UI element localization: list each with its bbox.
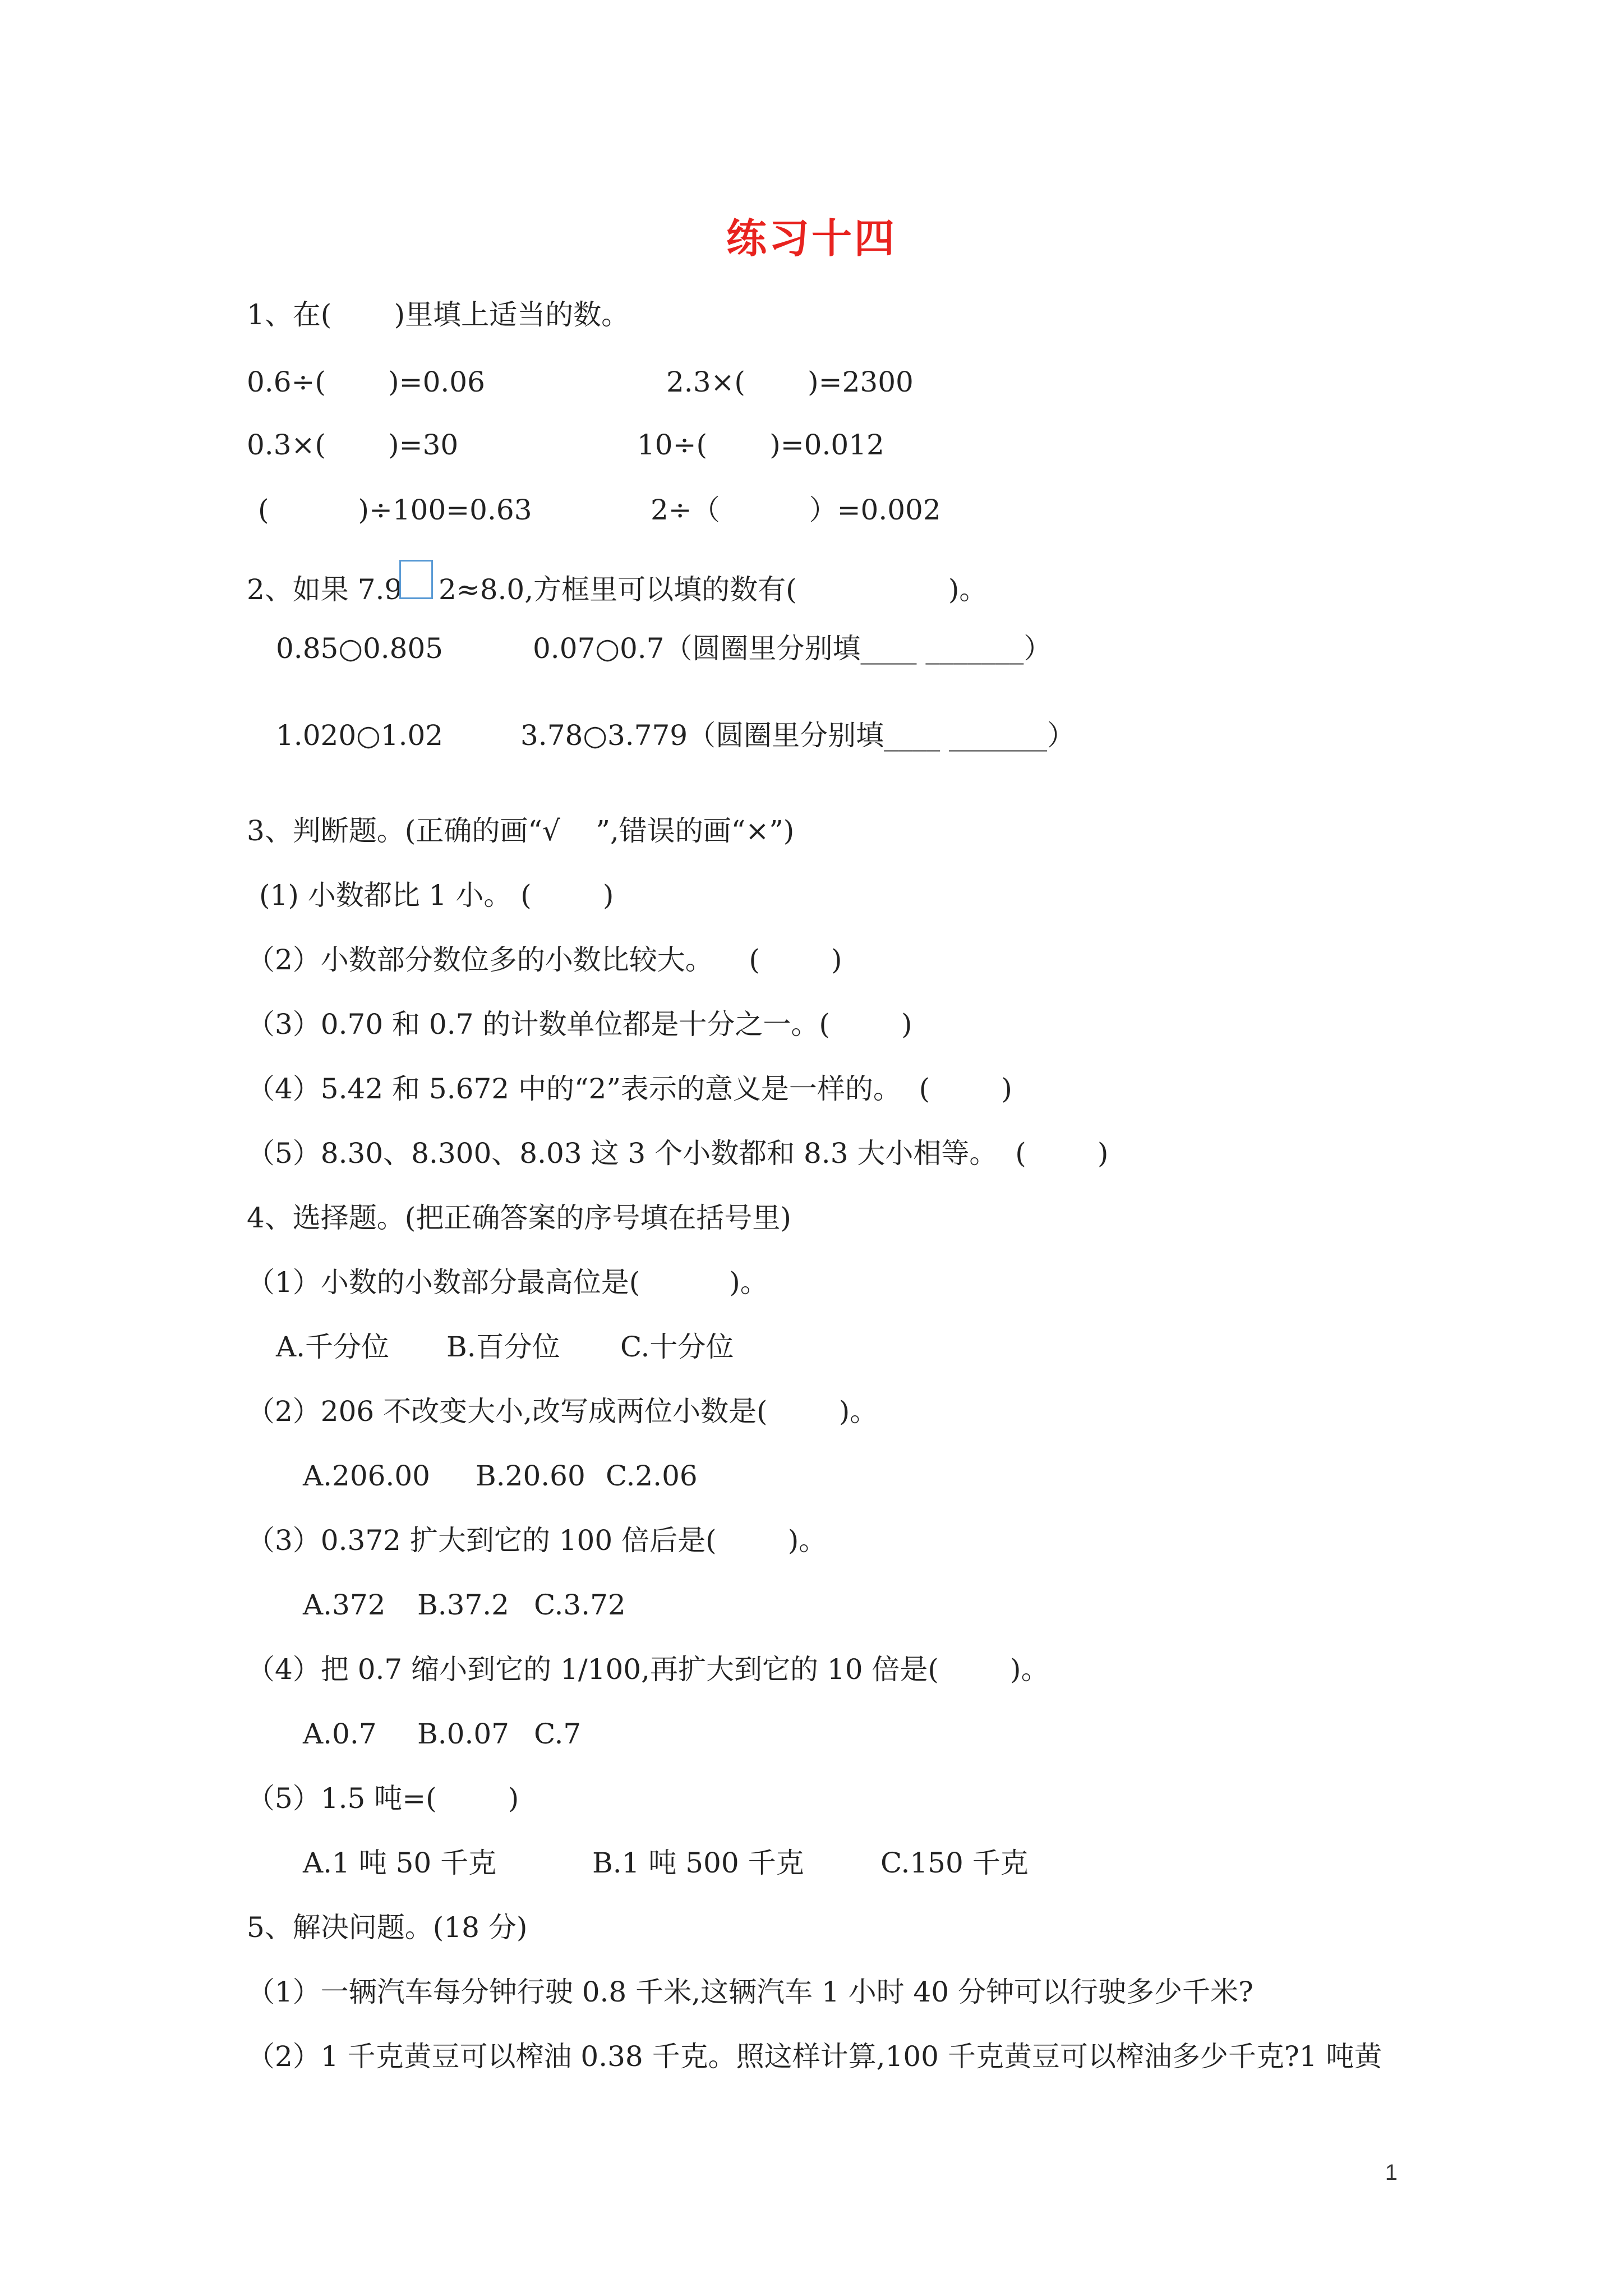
q4-item-4: （4）把 0.7 缩小到它的 1/100,再扩大到它的 10 倍是( )。 — [247, 1653, 1049, 1686]
q1-row3-left: ( )÷100=0.63 — [258, 494, 532, 526]
q4-item-4-opt-c: C.7 — [534, 1718, 582, 1750]
q5-item-1: （1）一辆汽车每分钟行驶 0.8 千米,这辆汽车 1 小时 40 分钟可以行驶多少千米? — [247, 1976, 1253, 2008]
q1-row2-left: 0.3×( )=30 — [247, 429, 459, 461]
q2-line-right: 2≈8.0,方框里可以填的数有( )。 — [439, 573, 988, 606]
q4-item-2: （2）206 不改变大小,改写成两位小数是( )。 — [247, 1395, 878, 1428]
q4-item-2-opt-c: C.2.06 — [606, 1460, 698, 1492]
q1-row2-right: 10÷( )=0.012 — [637, 429, 884, 461]
q4-item-4-opt-a: A.0.7 — [303, 1718, 377, 1750]
q3-heading: 3、判断题。(正确的画“√ ”,错误的画“×”) — [247, 815, 795, 847]
q1-row1-left: 0.6÷( )=0.06 — [247, 366, 485, 398]
q2-line-left: 2、如果 7.9 — [247, 573, 403, 606]
q4-item-5-opt-a: A.1 吨 50 千克 — [303, 1847, 497, 1879]
q3-item-3: （3）0.70 和 0.7 的计数单位都是十分之一。( ) — [247, 1008, 912, 1041]
q4-item-1-opt-c: C.十分位 — [620, 1331, 734, 1363]
q4-item-2-opt-b: B.20.60 — [476, 1460, 585, 1492]
q4-item-1: （1）小数的小数部分最高位是( )。 — [247, 1266, 768, 1299]
q1-row1-right: 2.3×( )=2300 — [666, 366, 914, 398]
q1-heading: 1、在( )里填上适当的数。 — [247, 298, 630, 331]
q4-item-5-opt-c: C.150 千克 — [880, 1847, 1029, 1879]
q4-item-4-opt-b: B.0.07 — [417, 1718, 509, 1750]
q2-row1-a: 0.85○0.805 — [276, 632, 444, 665]
q3-item-5: （5）8.30、8.300、8.03 这 3 个小数都和 8.3 大小相等。 ( ) — [247, 1137, 1109, 1170]
page-number: 1 — [1385, 2160, 1398, 2185]
answer-box[interactable] — [399, 560, 433, 599]
q3-item-1: (1) 小数都比 1 小。 ( ) — [259, 879, 614, 912]
q5-heading: 5、解决问题。(18 分) — [247, 1911, 528, 1944]
q4-item-3-opt-a: A.372 — [303, 1589, 386, 1621]
q3-item-4: （4）5.42 和 5.672 中的“2”表示的意义是一样的。 ( ) — [247, 1073, 1012, 1105]
q4-item-3-opt-b: B.37.2 — [417, 1589, 509, 1621]
page-title: 练习十四 — [726, 214, 897, 262]
q4-item-1-opt-b: B.百分位 — [446, 1331, 560, 1363]
q4-item-3: （3）0.372 扩大到它的 100 倍后是( )。 — [247, 1524, 827, 1557]
q2-row1-b: 0.07○0.7（圆圈里分别填____ _______） — [533, 632, 1052, 665]
q2-row2-a: 1.020○1.02 — [276, 719, 444, 752]
q2-row2-b: 3.78○3.779（圆圈里分别填____ _______） — [520, 719, 1075, 752]
q4-item-2-opt-a: A.206.00 — [303, 1460, 430, 1492]
q4-heading: 4、选择题。(把正确答案的序号填在括号里) — [247, 1202, 791, 1234]
q4-item-1-opt-a: A.千分位 — [276, 1331, 390, 1363]
q4-item-3-opt-c: C.3.72 — [534, 1589, 626, 1621]
q1-row3-right: 2÷（ ）=0.002 — [651, 494, 941, 526]
q5-item-2: （2）1 千克黄豆可以榨油 0.38 千克。照这样计算,100 千克黄豆可以榨油多少千克?1 吨黄 — [247, 2040, 1382, 2073]
q3-item-2: （2）小数部分数位多的小数比较大。 ( ) — [247, 944, 842, 976]
q4-item-5: （5）1.5 吨=( ) — [247, 1782, 519, 1815]
q4-item-5-opt-b: B.1 吨 500 千克 — [592, 1847, 804, 1879]
